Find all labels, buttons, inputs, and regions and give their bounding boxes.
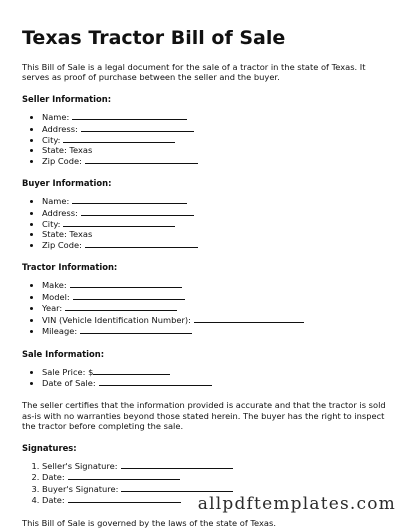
list-item: [42, 314, 392, 325]
buyer-zip-field[interactable]: [85, 239, 198, 248]
tractor-year-field[interactable]: [65, 302, 177, 311]
tractor-make-field[interactable]: [70, 279, 182, 288]
list-item: [42, 279, 392, 290]
list-item: [42, 146, 392, 155]
document-title: Texas Tractor Bill of Sale: [22, 27, 286, 49]
buyer-sign-date-label: Date:: [42, 495, 65, 506]
buyer-state-label: State: Texas: [42, 228, 93, 239]
seller-zip-field[interactable]: [85, 155, 198, 164]
seller-name-label: Name:: [42, 112, 70, 123]
list-item: [42, 111, 392, 122]
seller-sign-date-label: Date:: [42, 472, 65, 483]
buyer-heading: Buyer Information:: [22, 178, 112, 189]
seller-address-label: Address:: [42, 123, 78, 134]
sale-date-field[interactable]: [99, 377, 212, 386]
sale-price-label: Sale Price: $: [42, 366, 94, 377]
buyer-address-field[interactable]: [81, 207, 194, 216]
signatures-heading: Signatures:: [22, 442, 77, 453]
seller-state-label: State: Texas: [42, 144, 93, 155]
buyer-signature-label: Buyer's Signature:: [42, 483, 119, 494]
document-page: [22, 26, 392, 528]
buyer-city-label: City:: [42, 219, 61, 230]
list-item: [42, 302, 392, 313]
seller-zip-label: Zip Code:: [42, 156, 82, 167]
list-item: [42, 195, 392, 206]
tractor-heading: Tractor Information:: [22, 262, 118, 273]
certification-paragraph: The seller certifies that the information provided is accurate and that the tractor is sold as-is with no warranties beyond those stated herein. The buyer has the right to inspect the tractor before completing the sale.: [22, 400, 386, 431]
list-item: [42, 239, 392, 250]
buyer-city-field[interactable]: [63, 218, 175, 227]
tractor-list: [22, 279, 392, 336]
list-item: [42, 155, 392, 166]
list-item: [42, 377, 392, 388]
tractor-make-label: Make:: [42, 280, 67, 291]
buyer-name-label: Name:: [42, 196, 70, 207]
buyer-signature-field[interactable]: [121, 483, 233, 492]
buyer-name-field[interactable]: [72, 195, 187, 204]
seller-city-field[interactable]: [63, 134, 175, 143]
tractor-vin-field[interactable]: [194, 314, 304, 323]
sale-date-label: Date of Sale:: [42, 377, 96, 388]
governing-law-paragraph: This Bill of Sale is governed by the laws of the state of Texas.: [22, 517, 276, 528]
seller-list: [22, 111, 392, 166]
seller-city-label: City:: [42, 135, 61, 146]
seller-signature-label: Seller's Signature:: [42, 460, 118, 471]
list-item: [42, 230, 392, 239]
buyer-zip-label: Zip Code:: [42, 240, 82, 251]
list-item: [42, 207, 392, 218]
sale-list: [22, 366, 392, 389]
watermark-logo: allpdftemplates.com: [197, 494, 396, 514]
list-item: [42, 483, 392, 494]
list-item: [42, 123, 392, 134]
buyer-address-label: Address:: [42, 207, 78, 218]
sale-price-field[interactable]: [93, 366, 170, 375]
list-item: [42, 471, 392, 482]
tractor-model-field[interactable]: [73, 291, 185, 300]
sale-heading: Sale Information:: [22, 348, 105, 359]
tractor-year-label: Year:: [42, 303, 63, 314]
list-item: [42, 134, 392, 145]
tractor-mileage-label: Mileage:: [42, 326, 78, 337]
intro-paragraph: This Bill of Sale is a legal document for the sale of a tractor in the state of Texas. It serves as proof of purchase between the seller and the buyer.: [22, 62, 366, 83]
list-item: [42, 291, 392, 302]
tractor-model-label: Model:: [42, 291, 70, 302]
tractor-vin-label: VIN (Vehicle Identification Number):: [42, 314, 191, 325]
list-item: [42, 366, 392, 377]
seller-address-field[interactable]: [81, 123, 194, 132]
list-item: [42, 218, 392, 229]
seller-sign-date-field[interactable]: [68, 471, 180, 480]
seller-heading: Seller Information:: [22, 94, 112, 105]
list-item: [42, 460, 392, 471]
buyer-list: [22, 195, 392, 250]
seller-name-field[interactable]: [72, 111, 187, 120]
buyer-sign-date-field[interactable]: [68, 494, 181, 503]
list-item: [42, 325, 392, 336]
seller-signature-field[interactable]: [121, 460, 233, 469]
tractor-mileage-field[interactable]: [80, 325, 192, 334]
